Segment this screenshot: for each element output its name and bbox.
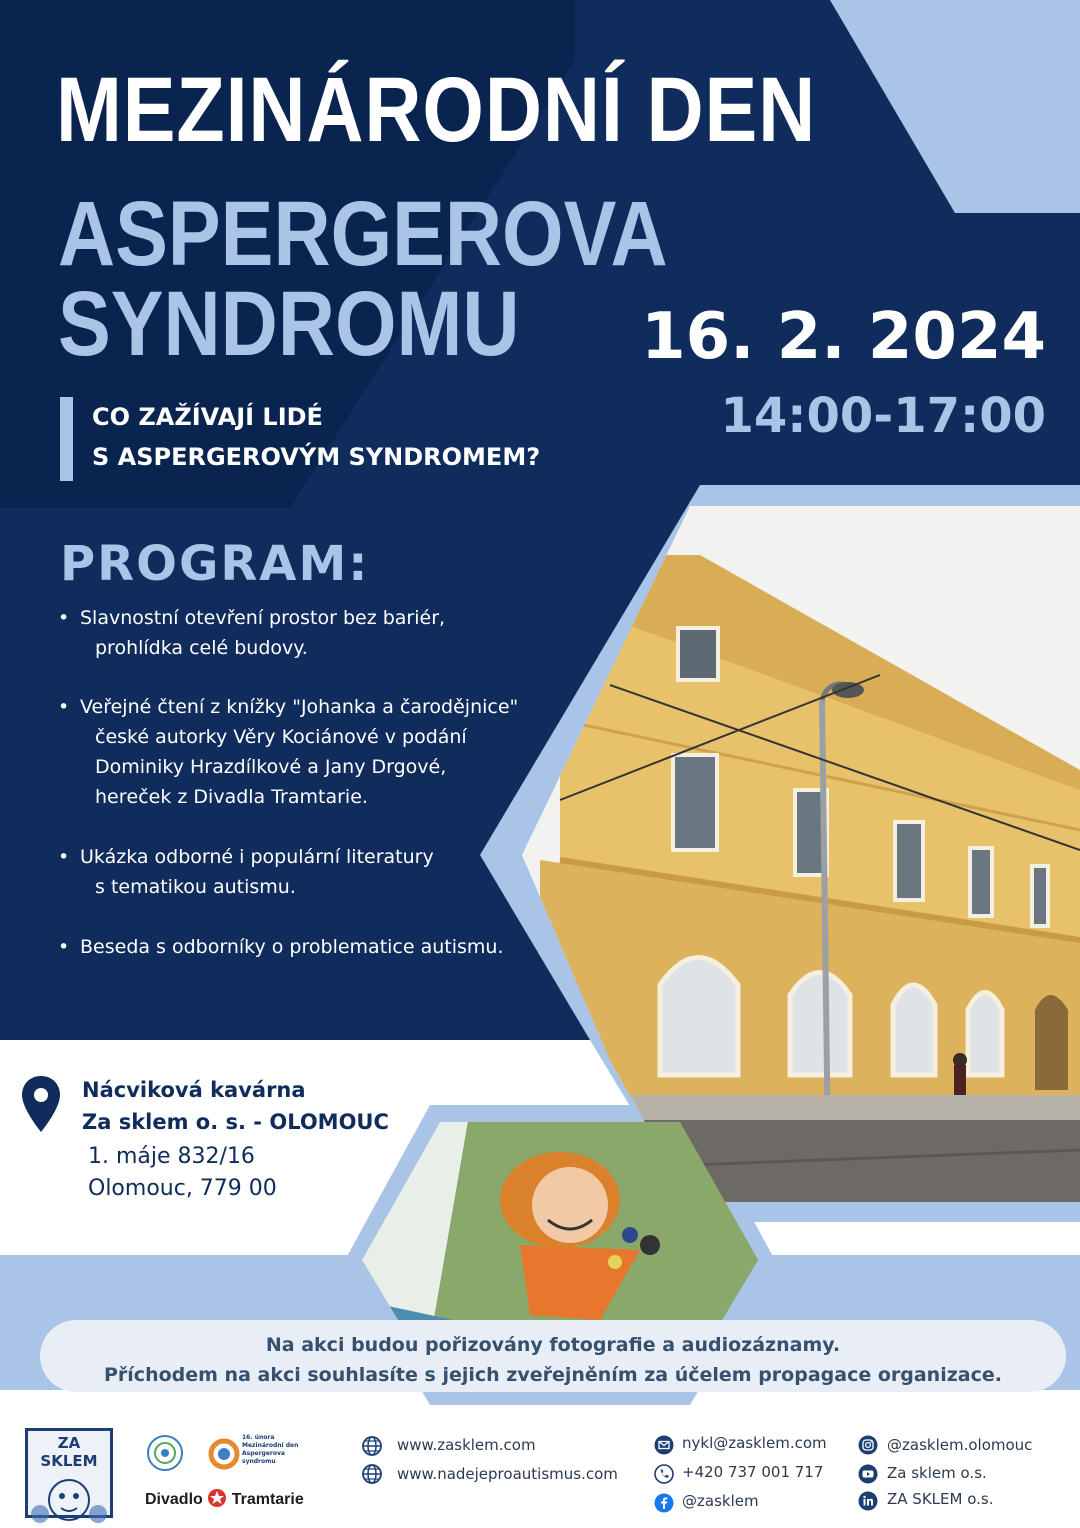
za-sklem-logo <box>25 1428 113 1518</box>
divadlo-tramtarie-logo <box>145 1488 304 1509</box>
program-item-text: české autorky Věry Kociánové v podání <box>95 726 467 748</box>
event-logo-line: Aspergerova <box>242 1450 285 1457</box>
notice-line-1: Na akci budou pořizovány fotografie a audiozáznamy. <box>265 1334 841 1356</box>
instagram-icon <box>858 1435 878 1455</box>
spiral-logo-icon <box>146 1434 184 1472</box>
program-item-text: Beseda s odborníky o problematice autismu. <box>80 936 504 958</box>
star-icon <box>207 1488 227 1508</box>
bullet-icon: • <box>58 846 70 868</box>
program-item <box>58 603 528 663</box>
program-item-text: Ukázka odborné i populární literatury <box>80 846 434 868</box>
program-item <box>58 932 528 962</box>
instagram-link[interactable]: @zasklem.olomouc <box>887 1436 1033 1454</box>
title-line-2: ASPERGEROVA <box>58 183 668 285</box>
program-item <box>58 842 528 902</box>
linkedin-link[interactable]: ZA SKLEM o.s. <box>887 1490 994 1508</box>
event-logo-text <box>242 1434 298 1466</box>
subtitle-line-1: CO ZAŽÍVAJÍ LIDÉ <box>92 403 323 431</box>
program-item <box>58 692 528 812</box>
youtube-link[interactable]: Za sklem o.s. <box>887 1464 987 1482</box>
event-logo-line: 16. února <box>242 1434 275 1441</box>
event-logo-line: Mezinárodní den <box>242 1442 299 1449</box>
facebook-link[interactable]: @zasklem <box>682 1492 759 1510</box>
program-item-text: Dominiky Hrazdílkové a Jany Drgové, <box>95 756 447 778</box>
subtitle-line-2: S ASPERGEROVÝM SYNDROMEM? <box>92 443 541 471</box>
program-item-text: s tematikou autismu. <box>95 876 296 898</box>
phone-link[interactable]: +420 737 001 717 <box>682 1463 824 1481</box>
title-line-3: SYNDROMU <box>58 273 520 375</box>
event-logo-line: syndromu <box>242 1458 276 1465</box>
venue-city: Olomouc, 779 00 <box>88 1176 277 1201</box>
tramtarie-text: Tramtarie <box>231 1491 304 1508</box>
venue-name-line-1: Nácviková kavárna <box>82 1078 306 1102</box>
bullet-icon: • <box>58 696 70 718</box>
phone-icon <box>654 1464 674 1484</box>
event-time: 14:00-17:00 <box>720 388 1046 444</box>
title-line-1: MEZINÁRODNÍ DEN <box>56 59 817 161</box>
venue-name-line-2: Za sklem o. s. - OLOMOUC <box>82 1110 389 1134</box>
divadlo-text: Divadlo <box>145 1491 203 1508</box>
child-face-icon <box>28 1470 110 1528</box>
youtube-icon <box>858 1464 878 1484</box>
event-logo-icon <box>208 1434 240 1474</box>
facebook-icon <box>654 1493 674 1513</box>
notice-line-2: Příchodem na akci souhlasíte s jejich zveřejněním za účelem propagace organizace. <box>104 1364 1002 1386</box>
website-link-2[interactable]: www.nadejeproautismus.com <box>397 1465 618 1483</box>
program-item-text: prohlídka celé budovy. <box>95 637 308 659</box>
globe-icon <box>362 1436 382 1456</box>
venue-street: 1. máje 832/16 <box>88 1144 255 1169</box>
program-heading: PROGRAM: <box>60 536 370 592</box>
subtitle-accent-bar <box>60 397 73 481</box>
program-item-text: herеček z Divadla Tramtarie. <box>95 786 368 808</box>
bullet-icon: • <box>58 936 70 958</box>
globe-icon <box>362 1464 382 1484</box>
location-pin-icon <box>22 1076 60 1132</box>
website-link-1[interactable]: www.zasklem.com <box>397 1436 536 1454</box>
email-icon <box>654 1435 674 1455</box>
program-item-text: Slavnostní otevření prostor bez bariér, <box>80 607 446 629</box>
bullet-icon: • <box>58 607 70 629</box>
program-item-text: Veřejné čtení z knížky "Johanka a čarodějnice" <box>80 696 519 718</box>
za-sklem-logo-text: ZA SKLEM <box>40 1434 98 1470</box>
linkedin-icon <box>858 1491 878 1511</box>
email-link[interactable]: nykl@zasklem.com <box>682 1434 827 1452</box>
event-date: 16. 2. 2024 <box>641 300 1046 374</box>
